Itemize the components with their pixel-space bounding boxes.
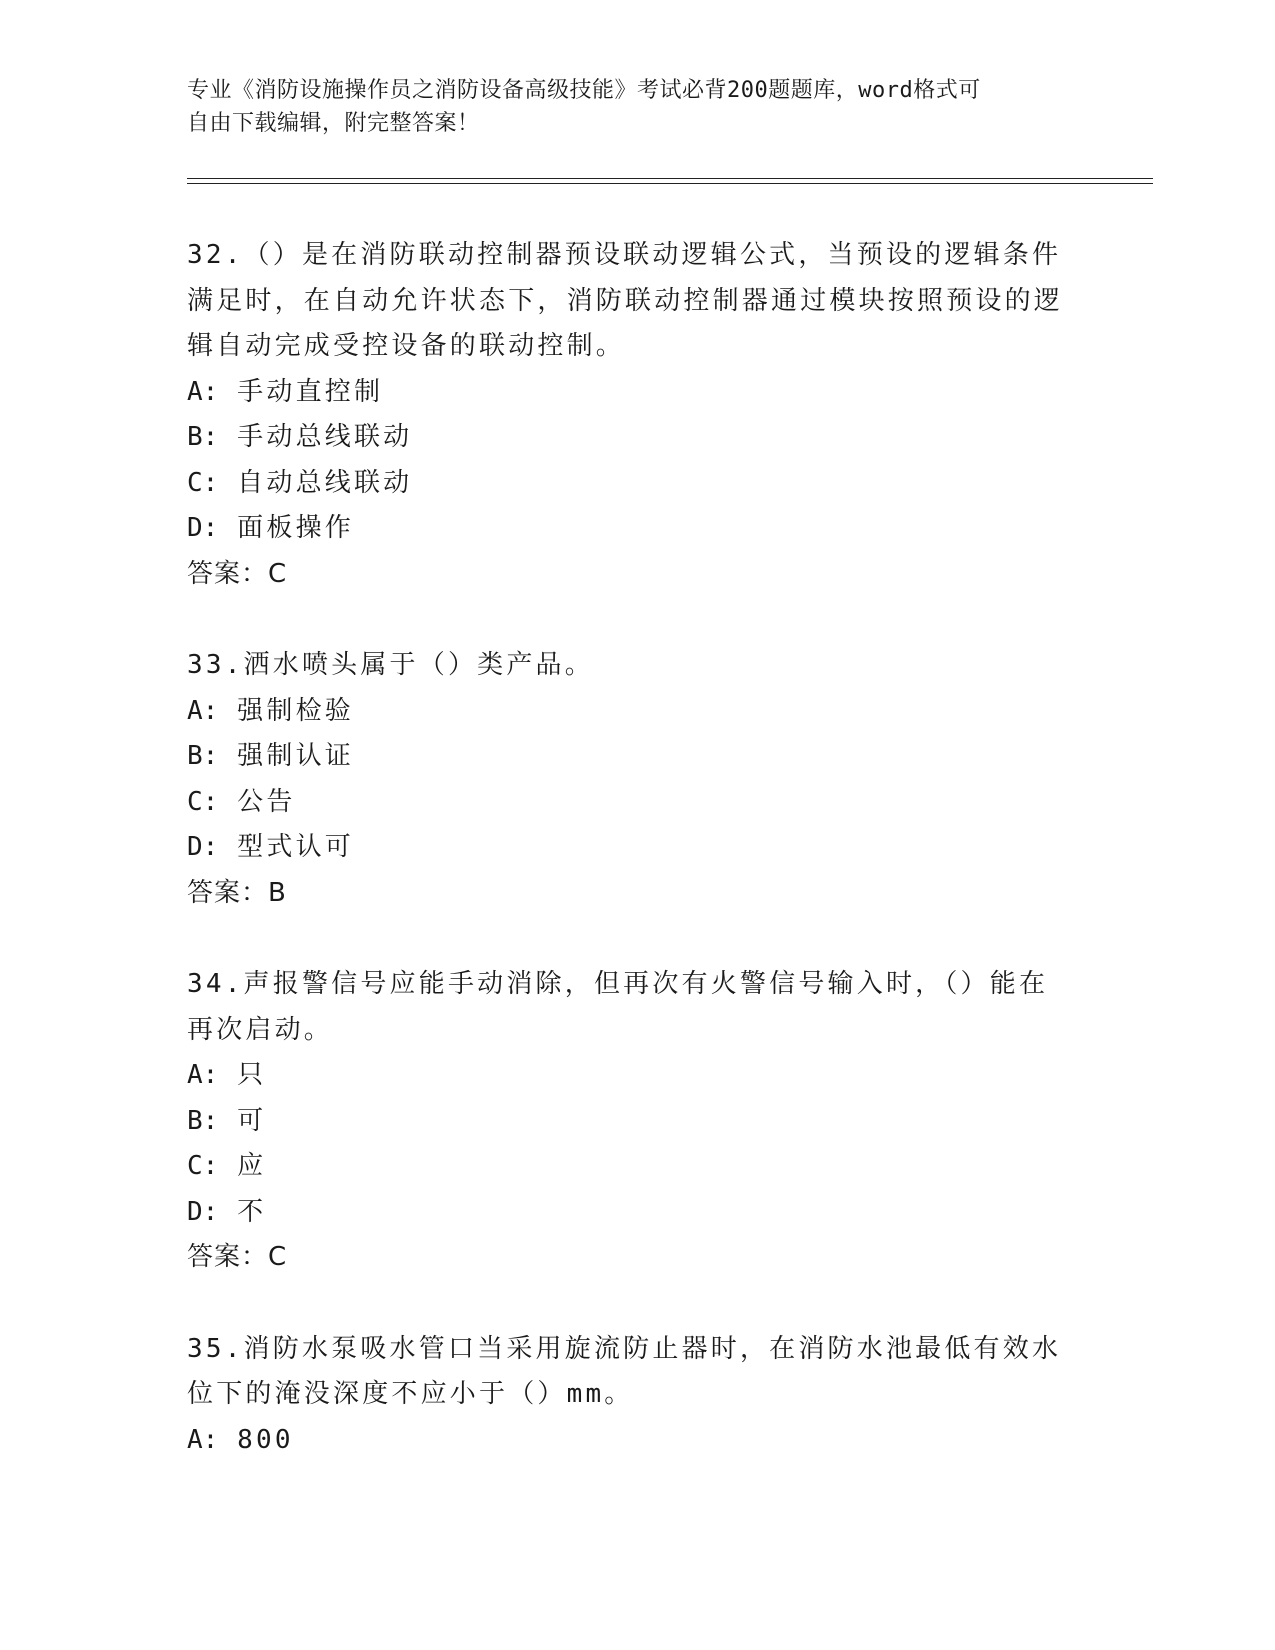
option-text: 面板操作 [237,513,354,543]
option-key: D: [187,832,219,862]
question-list [187,233,1067,1509]
option-text: 可 [237,1105,267,1136]
answer-key: 答案：C [187,1242,288,1272]
option-text: 800 [237,1424,294,1455]
answer-option [187,780,1067,826]
option-key: A: [187,1424,219,1455]
question-stem: 34.声报警信号应能手动消除，但再次有火警信号输入时，（）能在再次启动。 [187,969,1049,1045]
option-text: 手动总线联动 [237,422,413,452]
option-key: A: [187,695,219,726]
option-key: A: [187,376,219,407]
answer-option [187,1144,1067,1190]
answer-option [187,370,1067,416]
option-key: A: [187,1060,219,1090]
answer-option [187,1053,1067,1099]
document-header [187,74,1067,140]
option-text: 型式认可 [237,832,354,862]
option-text: 强制认证 [237,741,354,771]
option-key: D: [187,513,219,543]
answer-key: 答案：B [187,877,287,908]
answer-option [187,1190,1067,1236]
answer-option [187,1099,1067,1145]
option-text: 公告 [237,786,296,817]
answer-option [187,734,1067,780]
option-key: C: [187,1151,219,1181]
document-page [187,0,1153,1650]
option-key: C: [187,786,219,817]
header-line-2: 自由下载编辑，附完整答案！ [187,111,480,136]
option-text: 应 [237,1151,267,1181]
question-item [187,233,1067,597]
header-line-1: 专业《消防设施操作员之消防设备高级技能》考试必背200题题库，word格式可 [187,78,981,103]
question-item [187,643,1067,916]
option-key: B: [187,741,219,771]
option-key: B: [187,422,219,452]
option-text: 只 [237,1060,267,1090]
answer-option [187,689,1067,735]
answer-option [187,1418,1067,1464]
question-stem: 32.（）是在消防联动控制器预设联动逻辑公式，当预设的逻辑条件满足时，在自动允许状态下，消防联动控制器通过模块按照预设的逻辑自动完成受控设备的联动控制。 [187,240,1064,361]
option-text: 不 [237,1196,267,1227]
question-stem: 35.消防水泵吸水管口当采用旋流防止器时，在消防水池最低有效水位下的淹没深度不应小于（）mm。 [187,1333,1062,1409]
answer-option [187,506,1067,552]
question-item [187,1327,1067,1464]
option-key: D: [187,1196,219,1227]
header-divider [187,178,1153,184]
question-stem: 33.洒水喷头属于（）类产品。 [187,650,594,680]
option-key: B: [187,1105,219,1136]
answer-key: 答案：C [187,558,288,589]
answer-option [187,415,1067,461]
option-text: 手动直控制 [237,376,384,407]
question-item [187,962,1067,1281]
option-text: 自动总线联动 [237,467,413,498]
option-text: 强制检验 [237,695,354,726]
option-key: C: [187,467,219,498]
answer-option [187,825,1067,871]
answer-option [187,461,1067,507]
